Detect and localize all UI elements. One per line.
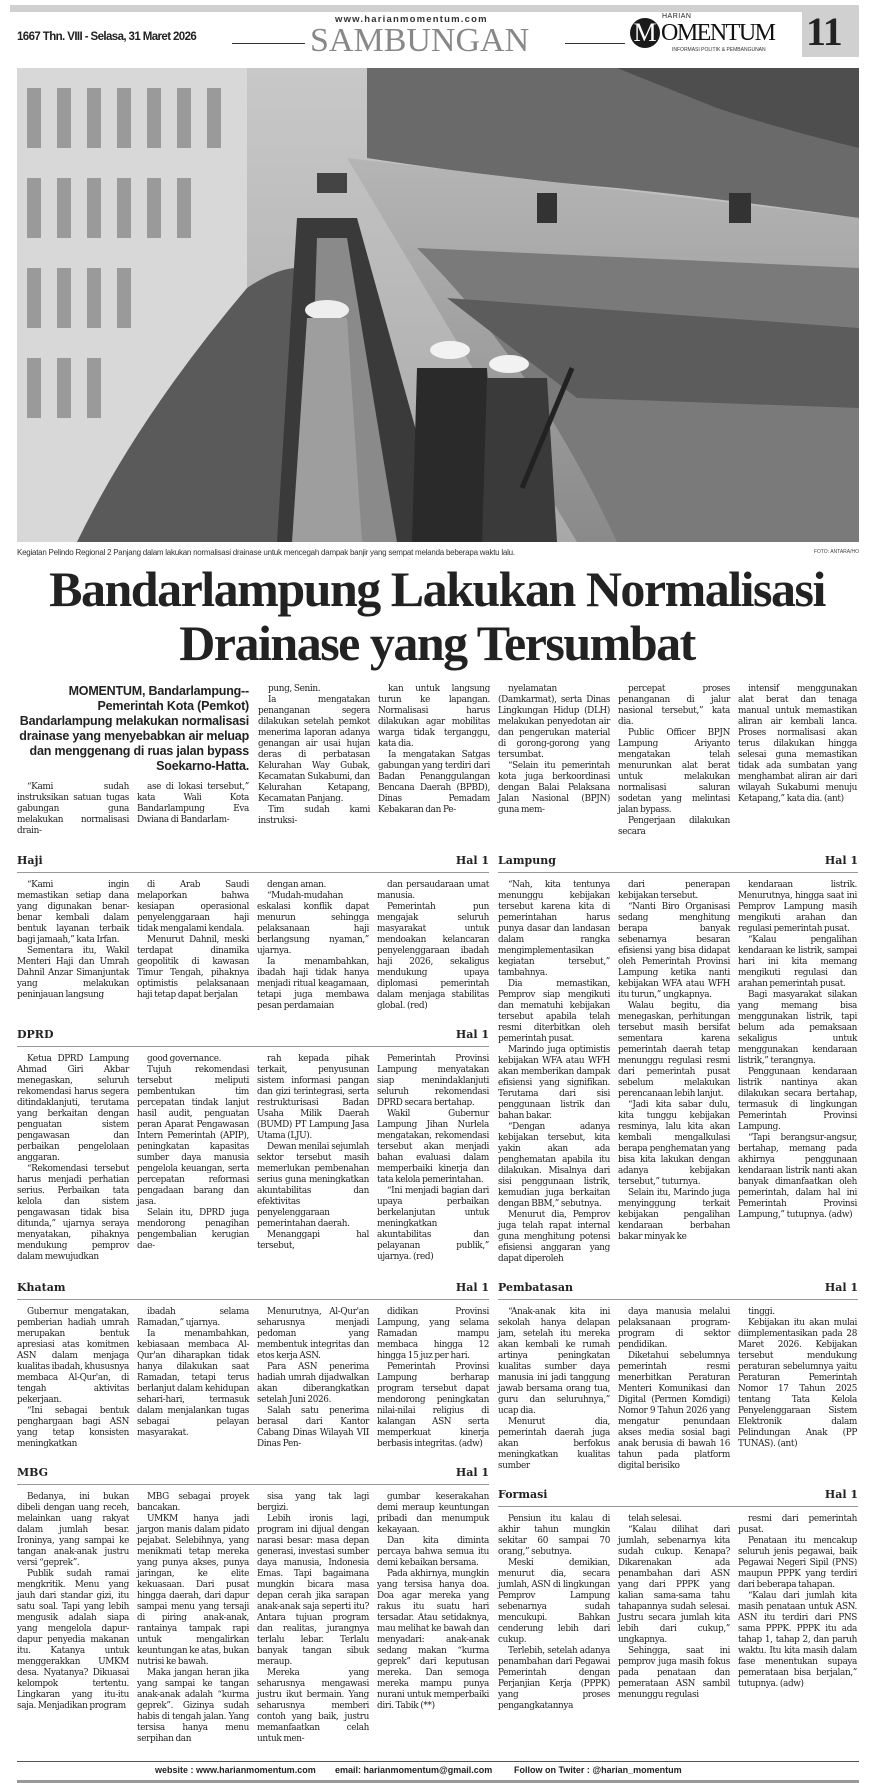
lead-right-columns — [258, 684, 857, 838]
formasi-columns — [498, 1514, 858, 1712]
photo-credit: FOTO: ANTARA/HO — [813, 549, 859, 555]
section-page-ref: Hal 1 — [455, 1466, 489, 1479]
headline — [0, 562, 874, 670]
paragraph: ase di lokasi tersebut,” kata Wali Kota Bandarlampung Eva Dwiana di Bandarlam- — [137, 782, 249, 825]
paragraph: Terlebih, setelah adanya penambahan dari Pegawai Pemerintah dengan Perjanjian Kerja (PPPK) yang proses pengangkatannya — [498, 1646, 610, 1711]
dprd-column — [377, 1054, 489, 1263]
section-page-ref: Hal 1 — [824, 1488, 858, 1501]
section-title: Formasi — [498, 1488, 548, 1501]
paragraph: Pengerjaan dilakukan secara — [618, 816, 730, 837]
row-khatam-pembatasan — [17, 1279, 859, 1745]
paragraph: “Nanti Biro Organisasi sedang menghitung berapa banyak sebenarnya besaran efisiensi yang bisa didapat oleh Pemerintah Provinsi Lampung ketika nanti kebijakan WFA atau WFH itu turun,” ungkapnya. — [618, 902, 730, 1000]
dprd-column — [137, 1054, 249, 1263]
logo-name: OMENTUM — [661, 20, 775, 46]
section-header-mbg — [17, 1464, 489, 1485]
paragraph: Pada akhirnya, mungkin yang tersisa hanya doa. Doa agar mereka yang rakus itu suatu hari tersadar. Atau setidaknya, mau melihat ke bawah dan menyadari: anak-anak sedang makan “kurma geprek” dari keputusan mereka. Dan semoga mereka mampu punya nurani untuk memperbaiki diri. Tabik (**) — [377, 1569, 489, 1711]
paragraph: “Ini menjadi bagian dari upaya perbaikan berkelanjutan untuk meningkatkan akuntabilitas dan pelayanan publik,” ujarnya. (red) — [377, 1186, 489, 1262]
dprd-columns — [17, 1054, 489, 1263]
masthead — [0, 0, 874, 64]
khatam-column — [17, 1307, 129, 1450]
paragraph: Salah satu penerima berasal dari Kantor Cabang Dinas Wilayah VII Dinas Pen- — [257, 1406, 369, 1449]
masthead-rule — [565, 43, 625, 44]
lampung-column — [738, 880, 857, 1265]
paragraph: Pemerintah pun mengajak seluruh masyarakat untuk mendoakan kelancaran penyelenggaraan ibadah haji 2026, sekaligus mendukung upaya diplomasi pemerintah dalam menjaga stabilitas global. (red) — [377, 902, 489, 1011]
paragraph: Pemerintah Provinsi Lampung berharap program tersebut dapat mendorong peningkatan nilai-nilai religius di kalangan ASN serta memperkuat kinerja berbasis integritas. (adw) — [377, 1362, 489, 1449]
section-page-ref: Hal 1 — [824, 854, 858, 867]
footer-website[interactable]: website : www.harianmomentum.com — [155, 1765, 316, 1775]
paragraph: rah kepada pihak terkait, penyusunan sistem informasi pangan dan gizi terintegrasi, serta restrukturisasi Badan Usaha Milik Daerah (BUMD) PT Lampung Jasa Utama (LJU). — [257, 1054, 369, 1141]
mbg-column — [257, 1492, 369, 1745]
paragraph: “Jadi kita sabar dulu, kita tunggu kebijakan resminya, lalu kita akan kembali mengalkulasi berapa penghematan yang bisa kita lakukan dengan adanya kebijakan tersebut,” tuturnya. — [618, 1100, 730, 1187]
haji-column — [17, 880, 129, 1012]
paragraph: Ketua DPRD Lampung Ahmad Giri Akbar menegaskan, seluruh rekomendasi harus segera ditindaklanjuti, terutama yang berkaitan dengan penguatan sistem pengawasan dan perbaikan pengelolaan anggaran. — [17, 1054, 129, 1163]
lead-left-columns — [17, 782, 249, 837]
section-header-khatam — [17, 1279, 489, 1300]
section-header-formasi — [498, 1486, 858, 1507]
section-title: Lampung — [498, 854, 556, 867]
khatam-column — [257, 1307, 369, 1450]
paragraph: Meski demikian, menurut dia, secara jumlah, ASN di lingkungan Pemprov Lampung sebenarnya sudah mencukupi. Bahkan cenderung lebih dari cukup. — [498, 1558, 610, 1645]
lampung-column — [618, 880, 730, 1265]
paragraph: Bagi masyarakat silakan yang memang bisa menggunakan listrik, tapi belum ada pemaksaan sekaligus untuk menggunakan kendaraan listrik,” terangnya. — [738, 990, 857, 1066]
lampung-columns — [498, 880, 858, 1265]
paragraph: UMKM hanya jadi jargon manis dalam pidato pejabat. Selebihnya, yang menikmati tetap mereka yang punya akses, punya jaringan, ke elite kekuasaan. Dari pusat hingga daerah, dari dapur sampai menu yang tersaji di piring anak-anak, rantainya tampak rapi untuk mengalirkan keuntungan ke atas, bukan nutrisi ke bawah. — [137, 1514, 249, 1667]
haji-column — [377, 880, 489, 1012]
section-header-haji — [17, 852, 489, 873]
haji-columns — [17, 880, 489, 1012]
paragraph: sisa yang tak lagi bergizi. — [257, 1492, 369, 1513]
news-photo — [17, 68, 859, 542]
khatam-column — [137, 1307, 249, 1450]
lead-column — [498, 684, 610, 838]
paragraph: “Kami sudah instruksikan satuan tugas gabungan guna melakukan normalisasi drain- — [17, 782, 129, 836]
haji-column — [257, 880, 369, 1012]
paragraph: nyelamatan (Damkarmat), serta Dinas Lingkungan Hidup (DLH) melakukan penyedotan air dan pengerukan material di gorong-gorong yang tersumbat. — [498, 684, 610, 760]
row-haji-lampung — [17, 852, 859, 1265]
section-title: MBG — [17, 1466, 49, 1479]
drainage-workers-photo — [17, 68, 859, 542]
paragraph: Pemerintah Provinsi Lampung menyatakan siap menindaklanjuti seluruh rekomendasi DPRD secara bertahap. — [377, 1054, 489, 1108]
headline-line-2: Drainase yang Tersumbat — [179, 615, 695, 671]
pembatasan-columns — [498, 1307, 858, 1472]
section-title: Khatam — [17, 1281, 66, 1294]
paragraph: telah selesai. — [628, 1514, 682, 1524]
paragraph: Sehingga, saat ini pemprov juga masih fokus pada penataan dan pemerataan ASN sambil menunggu regulasi — [618, 1646, 730, 1700]
paragraph: Selain itu, DPRD juga mendorong penagihan pengembalian kerugian dae- — [137, 1208, 249, 1251]
section-pembatasan — [498, 1279, 858, 1745]
paragraph: Para ASN penerima hadiah umrah dijadwalkan akan diberangkatkan setelah Juni 2026. — [257, 1362, 369, 1405]
pembatasan-column — [618, 1307, 730, 1472]
paragraph: pung, Senin. — [268, 684, 321, 694]
paragraph: Penggunaan kendaraan listrik nantinya akan dilakukan secara bertahap, termasuk di lingkungan Pemerintah Provinsi Lampung. — [738, 1067, 857, 1132]
lead-left — [17, 684, 249, 838]
mbg-column — [137, 1492, 249, 1745]
mbg-column — [17, 1492, 129, 1745]
paragraph: Tujuh rekomendasi tersebut meliputi pembentukan tim percepatan tindak lanjut hasil audit, penguatan peran Aparat Pengawasan Intern Pemerintah (APIP), peningkatan kapasitas sumber daya manusia pengelola keuangan, serta percepatan reformasi pengadaan barang dan jasa. — [137, 1065, 249, 1207]
paragraph: “Ini sebagai bentuk penghargaan bagi ASN yang tetap konsisten meningkatkan — [17, 1406, 129, 1449]
article-lede: MOMENTUM, Bandarlampung--Pemerintah Kota (Pemkot) Bandarlampung melakukan normalisasi drainase yang menyebabkan air meluap dan menggenang di ruas jalan bypass Soekarno-Hatta. — [19, 684, 249, 773]
paragraph: “Dengan adanya kebijakan tersebut, kita yakin akan ada penghematan apabila itu dilakukan. Misalnya dari sisi penggunaan listrik, kemudian juga berkaitan dengan BBM,” sebutnya. — [498, 1122, 610, 1209]
section-title: DPRD — [17, 1028, 54, 1041]
khatam-column — [377, 1307, 489, 1450]
section-page-ref: Hal 1 — [824, 1281, 858, 1294]
paragraph: Ia mengatakan penanganan segera dilakukan setelah pemkot menerima laporan adanya genangan air usai hujan deras di perbatasan Kelurahan Way Gubak, Kecamatan Sukabumi, dan Kelurahan Ketapang, Kecamatan Panjang. — [258, 695, 370, 804]
paragraph: Ia menambahkan, ibadah haji tidak hanya menjadi ritual keagamaan, tetapi juga membawa pesan perdamaian — [257, 957, 369, 1011]
paragraph: didikan Provinsi Lampung, yang selama Ramadan mampu membaca hingga 12 hingga 15 juz per hari. — [377, 1307, 489, 1361]
haji-column — [137, 880, 249, 1012]
section-header-pembatasan — [498, 1279, 858, 1300]
paragraph: Tim sudah kami instruksi- — [258, 805, 370, 826]
paragraph: Menurutnya, Al-Qur'an seharusnya menjadi pedoman yang membentuk integritas dan etos kerja ASN. — [257, 1307, 369, 1361]
lead-column — [17, 782, 129, 837]
paragraph: Gubernur mengatakan, pemberian hadiah umrah merupakan bentuk apresiasi atas komitmen ASN dalam menjaga kualitas ibadah, khususnya membaca Al-Qur'an, di tengah aktivitas pekerjaan. — [17, 1307, 129, 1405]
paragraph: Dewan menilai sejumlah sektor tersebut masih memerlukan pembenahan serius guna meningkatkan akuntabilitas dan efektivitas penyelenggaraan pemerintahan daerah. — [257, 1142, 369, 1229]
dprd-column — [257, 1054, 369, 1263]
paragraph: di Arab Saudi melaporkan bahwa kesiapan operasional penyelenggaraan haji tidak mengalami kendala. — [137, 880, 249, 934]
paragraph: Menanggapi hal tersebut, — [257, 1230, 369, 1251]
formasi-column — [498, 1514, 610, 1712]
paragraph: “Kalau pengalihan kendaraan ke listrik, sampai hari ini kita memang mengikuti regulasi dan arahan pemerintah pusat. — [738, 935, 857, 989]
pembatasan-column — [738, 1307, 857, 1472]
paragraph: Diketahui sebelumnya pemerintah resmi menerbitkan Peraturan Menteri Komunikasi dan Digital (Permen Komdigi) Nomor 9 Tahun 2026 yang mengatur penundaan akses media sosial bagi anak berusia di bawah 16 tahun pada platform digital berisiko — [618, 1351, 730, 1471]
paragraph: Ia menambahkan, kebiasaan membaca Al-Qur'an diharapkan tidak hanya dilakukan saat Ramadan, tetapi terus berlanjut dalam kehidupan sehari-hari, termasuk dalam menjalankan tugas sebagai pelayan masyarakat. — [137, 1329, 249, 1438]
paragraph: “Kalau dilihat dari jumlah, sebenarnya kita sudah cukup. Kenapa? Dikarenakan ada penambahan dari ASN yang dari PPPK yang kalian sama-sama tahu tahapannya sudah selesai. Justru secara jumlah kita lebih dari cukup,” ungkapnya. — [618, 1525, 730, 1645]
section-page-ref: Hal 1 — [455, 1281, 489, 1294]
paragraph: MBG sebagai proyek bancakan. — [137, 1492, 249, 1513]
newspaper-logo — [628, 12, 800, 56]
paragraph: intensif menggunakan alat berat dan tenaga manual untuk memastikan aliran air kembali lanca. Proses normalisasi akan terus dilakukan hingga selesai guna memastikan tidak ada sumbatan yang menghambat aliran air dari wilayah Sukabumi menuju Ketapang,” kata dia. (ant) — [738, 684, 857, 804]
logo-harian: HARIAN — [662, 13, 692, 20]
paragraph: Menurut Dahnil, meski terdapat dinamika geopolitik di kawasan Timur Tengah, pihaknya optimistis pelaksanaan haji tetap dapat berjalan — [137, 935, 249, 1000]
section-header-dprd — [17, 1026, 489, 1047]
paragraph: Walau begitu, dia menegaskan, perhitungan tersebut masih bersifat sementara karena pemerintah daerah tetap menunggu regulasi resmi dari pemerintah pusat sebelum melakukan perencanaan lebih lanjut. — [618, 1001, 730, 1099]
paragraph: Pensiun itu kalau di akhir tahun mungkin sekitar 60 sampai 70 orang,” sebutnya. — [498, 1514, 610, 1557]
paragraph: “Nah, kita tentunya menunggu kebijakan tersebut karena kita di pemerintahan harus punya dasar dan landasan dalam rangka mengimplementasikan kegiatan tersebut,” tambahnya. — [498, 880, 610, 978]
section-title: SAMBUNGAN — [310, 22, 530, 59]
lead-column — [618, 684, 730, 838]
lead-column — [258, 684, 370, 838]
paragraph: ibadah selama Ramadan,” ujarnya. — [137, 1307, 249, 1328]
formasi-column — [618, 1514, 730, 1712]
khatam-columns — [17, 1307, 489, 1450]
section-haji — [17, 852, 489, 1265]
paragraph: daya manusia melalui pelaksanaan program-program di sektor pendidikan. — [618, 1307, 730, 1350]
photo-caption: Kegiatan Pelindo Regional 2 Panjang dalam lakukan normalisasi drainase untuk mencegah dampak banjir yang sempat melanda beberapa waktu lalu. — [17, 548, 515, 557]
lead-article — [17, 684, 859, 838]
paragraph: “Selain itu pemerintah kota juga berkoordinasi dengan Balai Pelaksana Jalan Nasional (BPJN) guna mem- — [498, 761, 610, 815]
paragraph: Kebijakan itu akan mulai diimplementasikan pada 28 Maret 2026. Kebijakan tersebut mendukung peraturan sebelumnya yaitu Peraturan Pemerintah Nomor 17 Tahun 2025 tentang Tata Kelola Penyelenggaraan Sistem Elektronik dalam Pelindungan Anak (PP TUNAS). (ant) — [738, 1318, 857, 1449]
paragraph: Menurut dia, Pemprov juga telah rapat internal guna menghitung potensi efisiensi anggaran yang dapat diperoleh — [498, 1210, 610, 1264]
paragraph: “Anak-anak kita ini sekolah hanya delapan jam, setelah itu mereka akan kembali ke rumah artinya peningkatan kualitas sumber daya manusia ini jadi tanggung jawab bersama orang tua, guru dan seluruhnya,” ucap dia. — [498, 1307, 610, 1416]
paragraph: Marindo juga optimistis kebijakan WFA atau WFH akan memberikan dampak efisiensi yang signifikan. Terutama dari sisi penggunaan listrik dan bahan bakar. — [498, 1045, 610, 1121]
paragraph: “Rekomendasi tersebut harus menjadi perhatian serius. Perbaikan tata kelola dan sistem pengawasan tidak bisa ditunda,” ujarnya seraya menyatakan, pihaknya mendukung pemprov dalam mewujudkan — [17, 1164, 129, 1262]
paragraph: Dan kita diminta percaya bahwa semua itu demi kebaikan bersama. — [377, 1536, 489, 1568]
paragraph: gumbar keserakahan demi meraup keuntungan pribadi dan menumpuk kekayaan. — [377, 1492, 489, 1535]
paragraph: “Kalau dari jumlah kita masih penataan untuk ASN. ASN itu terdiri dari PNS sama PPPK. PPPK itu ada tahap 1, tahap 2, dan paruh waktu. Itu kita masih dalam fase menentukan supaya pemerataan bisa berjalan,” tutupnya. (adw) — [738, 1591, 857, 1689]
masthead-rule — [232, 43, 305, 44]
paragraph: “Mudah-mudahan eskalasi konflik dapat menurun sehingga pelaksanaan haji berlangsung nyaman,” ujarnya. — [257, 891, 369, 956]
caption-line — [17, 548, 859, 560]
lead-column — [378, 684, 490, 838]
headline-line-1: Bandarlampung Lakukan Normalisasi — [49, 561, 825, 617]
logo-emblem-icon: M — [630, 18, 660, 48]
masthead-bar — [10, 5, 859, 12]
paragraph: percepat proses penanganan di jalur nasional tersebut,” kata dia. — [618, 684, 730, 727]
paragraph: kendaraan listrik. Menurutnya, hingga saat ini Pemprov Lampung masih mengikuti arahan dan regulasi pemerintah pusat. — [738, 880, 857, 934]
section-lampung — [498, 852, 858, 1265]
section-page-ref: Hal 1 — [455, 854, 489, 867]
paragraph: Menurut dia, pemerintah daerah juga akan berfokus meningkatkan kualitas sumber — [498, 1417, 610, 1471]
mbg-columns — [17, 1492, 489, 1745]
masthead-website[interactable]: www.harianmomentum.com — [335, 14, 488, 25]
section-title: Pembatasan — [498, 1281, 573, 1294]
lead-column — [738, 684, 857, 838]
paragraph: dari penerapan kebijakan tersebut. — [618, 880, 730, 901]
paragraph: good governance. — [147, 1054, 222, 1064]
section-header-lampung — [498, 852, 858, 873]
paragraph: Ia mengatakan Satgas gabungan yang terdiri dari Badan Penanggulangan Bencana Daerah (BPBD), Dinas Pemadam Kebakaran dan Pe- — [378, 750, 490, 815]
paragraph: “Tapi berangsur-angsur, bertahap, memang pada akhirnya penggunaan kendaraan listrik nanti akan banyak dimanfaatkan oleh pemerintah, dalam hal ini Pemerintah Provinsi Lampung,” tutupnya. (adw) — [738, 1133, 857, 1220]
paragraph: tinggi. — [748, 1307, 775, 1317]
logo-tagline: INFORMASI POLITIK & PEMBANGUNAN — [672, 47, 766, 53]
section-page-ref: Hal 1 — [455, 1028, 489, 1041]
paragraph: Mereka yang seharusnya mengawasi justru ikut bermain. Yang seharusnya memberi contoh yang baik, justru memanfaatkan celah untuk men- — [257, 1668, 369, 1744]
mbg-column — [377, 1492, 489, 1745]
paragraph: Selain itu, Marindo juga menyinggung terkait kebijakan pengalihan kendaraan berbahan bakar minyak ke — [618, 1188, 730, 1242]
pembatasan-column — [498, 1307, 610, 1472]
formasi-column — [738, 1514, 857, 1712]
paragraph: Dia memastikan, Pemprov siap mengikuti dan mematuhi kebijakan tersebut apabila telah resmi diterbitkan oleh pemerintah pusat. — [498, 979, 610, 1044]
paragraph: Wakil Gubernur Lampung Jihan Nurlela mengatakan, rekomendasi tersebut akan menjadi bahan evaluasi dalam memperbaiki kinerja dan tata kelola pemerintahan. — [377, 1109, 489, 1185]
lampung-column — [498, 880, 610, 1265]
paragraph: Maka jangan heran jika yang sampai ke tangan anak-anak adalah “kurma geprek”. Gizinya sudah habis di tengah jalan. Yang tersisa hanya menu serpihan dan — [137, 1668, 249, 1744]
footer — [17, 1761, 859, 1783]
lead-column — [137, 782, 249, 837]
paragraph: “Kami ingin memastikan setiap dana yang digunakan benar-benar kembali dalam bentuk layanan terbaik bagi jamaah,” kata Irfan. — [17, 880, 129, 945]
page-number: 11 — [806, 9, 842, 54]
edition-info: 1667 Thn. VIII - Selasa, 31 Maret 2026 — [17, 31, 197, 43]
paragraph: dan persaudaraan umat manusia. — [377, 880, 489, 901]
section-khatam — [17, 1279, 489, 1745]
footer-email[interactable]: email: harianmomentum@gmail.com — [335, 1765, 493, 1775]
paragraph: Publik sudah ramai mengkritik. Menu yang jauh dari standar gizi, itu satu soal. Tapi yang lebih mengusik adalah siapa yang mengelola dapur-dapur penyedia makanan itu. Katanya untuk menggerakkan UMKM desa. Nyatanya? Dikuasai kelompok tertentu. Lingkaran yang itu-itu saja. Menjadikan program — [17, 1569, 129, 1711]
dprd-column — [17, 1054, 129, 1263]
footer-twitter[interactable]: Follow on Twiter : @harian_momentum — [514, 1765, 682, 1775]
paragraph: dengan aman. — [267, 880, 326, 890]
paragraph: Sementara itu, Wakil Menteri Haji dan Umrah Dahnil Anzar Simanjuntak yang melakukan peninjauan langsung — [17, 946, 129, 1000]
section-title: Haji — [17, 854, 43, 867]
paragraph: Public Officer BPJN Lampung Ariyanto mengatakan telah menurunkan alat berat untuk melakukan normalisasi saluran sodetan yang melintasi jalan bypass. — [618, 728, 730, 815]
paragraph: Penataan itu mencakup seluruh jenis pegawai, baik Pegawai Negeri Sipil (PNS) maupun PPPK yang terdiri dari beberapa tahapan. — [738, 1536, 857, 1590]
paragraph: resmi dari pemerintah pusat. — [738, 1514, 857, 1535]
paragraph: Bedanya, ini bukan dibeli dengan uang receh, melainkan uang rakyat dalam jumlah besar. Ironinya, yang sampai ke tangan anak-anak justru versi “geprek”. — [17, 1492, 129, 1568]
paragraph: Lebih ironis lagi, program ini dijual dengan narasi besar: masa depan generasi, investasi sumber daya manusia, Indonesia Emas. Tapi bagaimana mungkin bicara masa depan cerah jika sarapan anak-anak saja seperti itu? Antara tujuan program dan realitas, jurangnya terlalu lebar. Terlalu banyak tangan sibuk meraup. — [257, 1514, 369, 1667]
paragraph: kan untuk langsung turun ke lapangan. Normalisasi harus dilakukan agar mobilitas warga tidak terganggu, kata dia. — [378, 684, 490, 749]
